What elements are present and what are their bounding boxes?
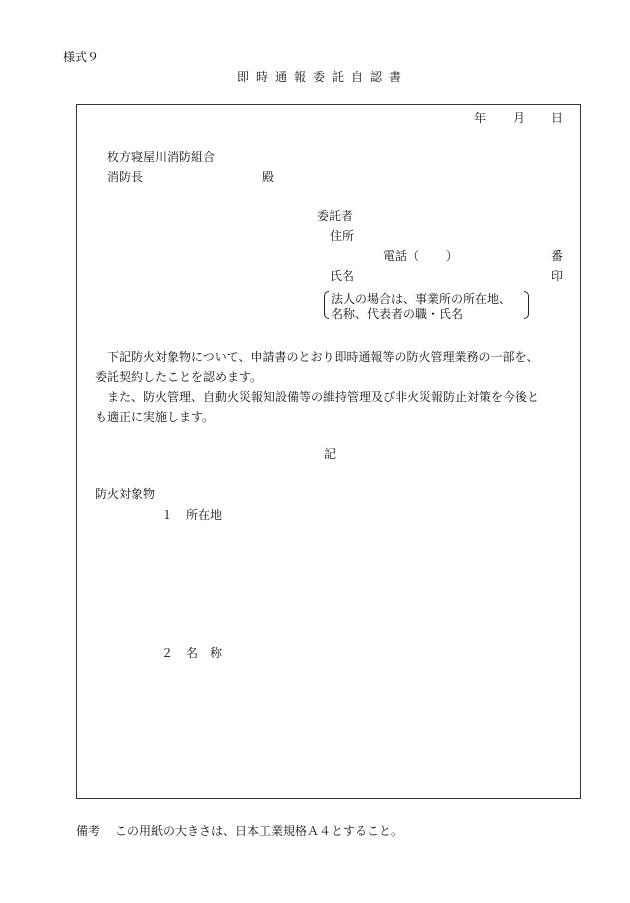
addressee-organization: 枚方寝屋川消防組合 — [107, 150, 216, 164]
item1-label: 所在地 — [186, 508, 223, 522]
date-day: 日 — [551, 111, 564, 125]
date-month: 月 — [513, 111, 526, 125]
consignor-name-label: 氏名 — [330, 269, 355, 283]
left-bracket — [324, 291, 329, 319]
consignor-phone-label: 電話（ — [383, 249, 420, 263]
body-paragraph-1 — [95, 347, 580, 387]
corporate-note-line2: 名称、代表者の職・氏名 — [331, 307, 464, 321]
addressee-honorific: 殿 — [262, 170, 275, 184]
item2-number: ２ — [161, 646, 174, 660]
item2-label: 名 称 — [186, 646, 223, 660]
ki-heading: 記 — [324, 447, 337, 461]
item1-number: １ — [161, 508, 174, 522]
addressee-position: 消防長 — [107, 170, 144, 184]
form-number: 様式９ — [63, 50, 100, 64]
date-year: 年 — [474, 111, 487, 125]
document-title: 即時通報委託自認書 — [237, 70, 409, 84]
right-bracket — [524, 291, 529, 319]
corporate-note-line1: 法人の場合は、事業所の所在地、 — [331, 292, 512, 306]
consignor-phone-close: ） — [446, 249, 459, 263]
footnote-text: この用紙の大きさは、日本工業規格Ａ４とすること。 — [115, 824, 404, 838]
seal-mark: 印 — [551, 269, 564, 283]
target-heading: 防火対象物 — [95, 487, 156, 501]
consignor-heading: 委託者 — [317, 209, 354, 223]
corporate-note-text — [331, 292, 511, 322]
consignor-phone-suffix: 番 — [551, 249, 564, 263]
corporate-note — [324, 291, 529, 321]
footnote-label: 備考 — [76, 824, 101, 838]
body-paragraph-2 — [95, 387, 580, 427]
body-paragraph-1-line1: 下記防火対象物について、申請書のとおり即時通報等の防火管理業務の一部を、 — [107, 350, 539, 364]
body-paragraph-2-line2: も適正に実施します。 — [95, 410, 215, 424]
body-paragraph-1-line2: 委託契約したことを認めます。 — [95, 370, 263, 384]
consignor-address-label: 住所 — [330, 229, 355, 243]
body-paragraph-2-line1: また、防火管理、自動火災報知設備等の維持管理及び非火災報防止対策を今後と — [107, 390, 540, 404]
